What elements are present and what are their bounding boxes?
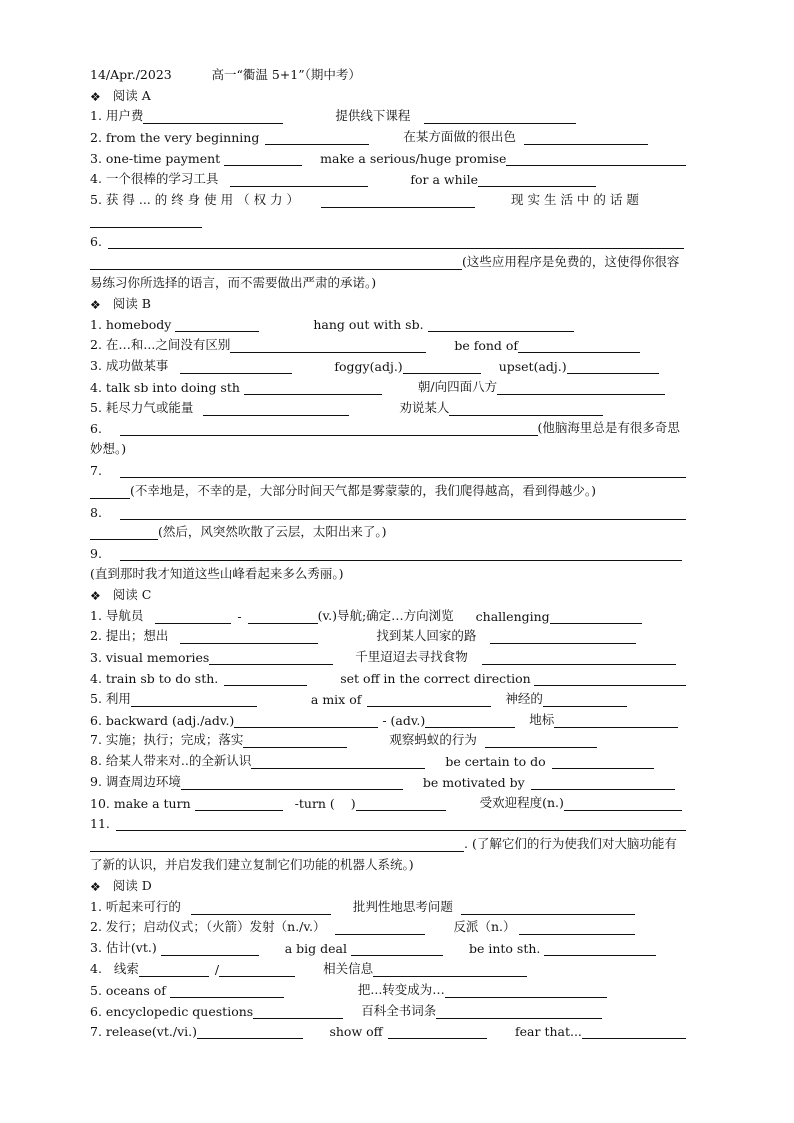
term: 5. oceans of (90, 982, 166, 998)
sentence-row (90, 228, 686, 249)
term: / (214, 962, 220, 978)
sentence-row (90, 520, 686, 541)
sentence-row (90, 831, 686, 852)
translation-hint: (他脑海里总是有很多奇思 (537, 420, 680, 436)
term: 千里迢迢去寻找食物 (355, 649, 468, 665)
answer-blank[interactable] (265, 131, 369, 145)
term: - (adv.) (382, 712, 426, 728)
answer-blank[interactable] (582, 1025, 686, 1039)
vocab-row (90, 353, 686, 374)
answer-blank[interactable] (230, 173, 368, 187)
answer-blank[interactable] (120, 506, 686, 520)
answer-blank[interactable] (180, 360, 292, 374)
item-number: 6. (90, 421, 102, 437)
diamond-bullet-icon: ❖ (90, 879, 101, 894)
item-number: 8. (90, 504, 102, 520)
term: 批判性地思考问题 (352, 898, 453, 914)
answer-blank[interactable] (197, 1025, 303, 1039)
answer-blank[interactable] (478, 173, 596, 187)
answer-blank[interactable] (461, 901, 635, 915)
sentence-row (90, 478, 686, 499)
vocab-row (90, 374, 686, 395)
answer-blank[interactable] (367, 693, 491, 707)
answer-blank[interactable] (524, 131, 648, 145)
header-row (90, 62, 686, 83)
answer-blank[interactable] (155, 610, 231, 624)
answer-blank[interactable] (143, 110, 283, 124)
answer-blank[interactable] (403, 360, 481, 374)
answer-blank[interactable] (230, 339, 426, 353)
vocab-row (90, 998, 686, 1019)
term: 现 实 生 活 中 的 话 题 (511, 191, 639, 207)
term: show off (329, 1024, 383, 1040)
answer-blank[interactable] (191, 901, 331, 915)
answer-blank[interactable] (251, 755, 425, 769)
term: be motivated by (422, 774, 525, 790)
term: 1. 用户费 (90, 108, 144, 124)
term: (v.)导航;确定…方向浏览 (317, 607, 454, 623)
term: 反派（n.） (453, 919, 516, 935)
term: be into sth. (468, 941, 541, 957)
vocab-row (90, 104, 686, 125)
section-label: 阅读 D (112, 877, 152, 893)
vocab-row (90, 644, 686, 665)
term: 地标 (529, 711, 555, 727)
term: 1. 听起来可行的 (90, 898, 181, 914)
answer-blank[interactable] (543, 693, 627, 707)
vocab-row (90, 935, 686, 956)
answer-blank[interactable] (180, 630, 318, 644)
term: 相关信息 (323, 961, 374, 977)
section-c-heading (90, 582, 686, 603)
answer-blank[interactable] (248, 610, 318, 624)
vocab-row (90, 624, 686, 645)
term: 8. 给某人带来对..的全新认识 (90, 753, 252, 769)
answer-blank[interactable] (518, 339, 640, 353)
term: 1. 导航员 (90, 607, 144, 623)
term: 7. 实施；执行；完成；落实 (90, 732, 244, 748)
answer-blank[interactable] (161, 942, 259, 956)
term: 3. 估计(vt.) (90, 940, 157, 956)
diamond-bullet-icon: ❖ (90, 588, 101, 603)
vocab-row (90, 977, 686, 998)
answer-blank[interactable] (224, 152, 302, 166)
term: make a serious/huge promise (320, 150, 507, 166)
term: 劝说某人 (399, 399, 450, 415)
header-title: 14/Apr./2023 高一“衢温 5+1”（期中考） (90, 66, 361, 82)
translation-hint: . (了解它们的行为使我们对大脑功能有 (464, 836, 677, 852)
translation-hint: (这些应用程序是免费的，这使得你很容 (462, 253, 680, 269)
answer-blank[interactable] (554, 714, 678, 728)
answer-blank[interactable] (445, 984, 607, 998)
sentence-row (90, 499, 686, 520)
section-d-heading (90, 873, 686, 894)
answer-blank[interactable] (120, 547, 682, 561)
answer-blank[interactable] (224, 672, 307, 686)
term: 6. encyclopedic questions (90, 1003, 254, 1019)
term: for a while (410, 171, 479, 187)
term: 3. 成功做某事 (90, 357, 169, 373)
sentence-row (90, 561, 686, 582)
vocab-row (90, 1019, 686, 1040)
term: 4. train sb to do sth. (90, 670, 219, 686)
translation-hint: (不幸地是，不幸的是，大部分时间天气都是雾蒙蒙的，我们爬得越高，看到得越少。) (130, 482, 597, 498)
vocab-row (90, 332, 686, 353)
term: 百科全书词条 (361, 1002, 437, 1018)
vocab-row (90, 707, 686, 728)
term: 3. one-time payment (90, 150, 221, 166)
translation-continuation: 易练习你所选择的语言，而不需要做出严肃的承诺。) (90, 274, 377, 290)
diamond-bullet-icon: ❖ (90, 297, 101, 312)
translation-hint: (然后，风突然吹散了云层，太阳出来了。) (158, 524, 387, 540)
answer-blank[interactable] (170, 984, 284, 998)
answer-blank[interactable] (234, 714, 378, 728)
term: 朝/向四面八方 (417, 378, 498, 394)
diamond-bullet-icon: ❖ (90, 89, 101, 104)
answer-blank[interactable] (531, 776, 675, 790)
term: 4. 一个很棒的学习工具 (90, 170, 219, 186)
answer-blank[interactable] (120, 422, 538, 436)
vocab-row (90, 915, 686, 936)
sentence-row (90, 457, 686, 478)
term: hang out with sb. (313, 317, 424, 333)
vocab-row (90, 894, 686, 915)
vocab-row (90, 603, 686, 624)
term: 1. homebody (90, 317, 172, 333)
term: 找到某人回家的路 (376, 628, 477, 644)
answer-blank[interactable] (425, 714, 515, 728)
term: 2. 提出；想出 (90, 628, 169, 644)
term: 4. 线索 (90, 961, 139, 977)
vocab-row (90, 790, 686, 811)
answer-blank[interactable] (243, 734, 347, 748)
term: 在某方面做的很出色 (403, 129, 516, 145)
term: a big deal (284, 941, 347, 957)
sentence-row (90, 811, 686, 832)
answer-blank[interactable] (209, 651, 333, 665)
term: 6. backward (adj./adv.) (90, 712, 235, 728)
sentence-row (90, 540, 686, 561)
term: 9. 调查周边环境 (90, 773, 181, 789)
answer-blank[interactable] (449, 402, 603, 416)
term: set off in the correct direction (340, 670, 531, 686)
vocab-row (90, 208, 686, 229)
term: 神经的 (505, 690, 543, 706)
term: 7. release(vt./vi.) (90, 1024, 197, 1040)
term: be fond of (454, 338, 519, 354)
term: 受欢迎程度(n.) (479, 794, 564, 810)
section-a-heading (90, 83, 686, 104)
term: 5. 利用 (90, 690, 131, 706)
answer-blank[interactable] (436, 1005, 602, 1019)
answer-blank[interactable] (175, 318, 259, 332)
answer-blank[interactable] (544, 942, 656, 956)
sentence-row (90, 249, 686, 270)
term: 提供线下课程 (335, 108, 411, 124)
answer-blank[interactable] (567, 360, 659, 374)
term: 4. talk sb into doing sth (90, 379, 240, 395)
term: 3. visual memories (90, 650, 210, 666)
term: 把...转变成为… (357, 981, 445, 997)
answer-blank[interactable] (497, 381, 665, 395)
answer-blank[interactable] (506, 152, 686, 166)
term: challenging (475, 608, 550, 624)
vocab-row (90, 769, 686, 790)
term: 2. from the very beginning (90, 130, 260, 146)
answer-blank[interactable] (108, 235, 684, 249)
vocab-row (90, 728, 686, 749)
term: - (237, 608, 242, 624)
term: fear that... (515, 1024, 582, 1040)
answer-blank[interactable] (219, 963, 295, 977)
answer-blank[interactable] (131, 693, 257, 707)
term: 观察蚂蚁的行为 (389, 732, 477, 748)
section-b-heading (90, 291, 686, 312)
answer-blank[interactable] (90, 214, 202, 228)
translation-continuation: 妙想。) (90, 441, 127, 457)
term: be certain to do (445, 754, 546, 770)
term: 5. 耗尽力气或能量 (90, 399, 194, 415)
term: -turn ( ) (294, 795, 356, 811)
vocab-row (90, 166, 686, 187)
term: foggy(adj.) (334, 358, 403, 374)
answer-blank[interactable] (424, 110, 576, 124)
term: upset(adj.) (498, 358, 567, 374)
translation-hint: (直到那时我才知道这些山峰看起来多么秀丽。) (90, 565, 344, 581)
answer-blank[interactable] (351, 942, 443, 956)
answer-blank[interactable] (139, 963, 209, 977)
section-label: 阅读 A (112, 87, 151, 103)
term: 2. 发行；启动仪式；（火箭）发射（n./v.） (90, 919, 326, 935)
section-label: 阅读 B (112, 295, 151, 311)
answer-blank[interactable] (253, 1005, 343, 1019)
answer-blank[interactable] (90, 526, 158, 540)
answer-blank[interactable] (90, 838, 464, 852)
answer-blank[interactable] (373, 963, 527, 977)
section-label: 阅读 C (112, 586, 152, 602)
answer-blank[interactable] (564, 797, 682, 811)
item-number: 9. (90, 546, 102, 562)
sentence-row (90, 416, 686, 437)
vocab-row (90, 395, 686, 416)
term: 10. make a turn (90, 795, 191, 811)
answer-blank[interactable] (321, 194, 475, 208)
answer-blank[interactable] (116, 817, 686, 831)
answer-blank[interactable] (356, 797, 446, 811)
answer-blank[interactable] (485, 734, 597, 748)
vocab-row (90, 124, 686, 145)
item-number: 6. (90, 234, 102, 250)
vocab-row (90, 665, 686, 686)
answer-blank[interactable] (550, 610, 642, 624)
answer-blank[interactable] (428, 318, 574, 332)
answer-blank[interactable] (244, 381, 382, 395)
answer-blank[interactable] (519, 921, 635, 935)
answer-blank[interactable] (120, 464, 686, 478)
vocab-row (90, 145, 686, 166)
vocab-row (90, 187, 686, 208)
item-number: 7. (90, 462, 102, 478)
answer-blank[interactable] (552, 755, 654, 769)
item-number: 11. (90, 816, 110, 832)
translation-continuation: 了新的认识，并启发我们建立复制它们功能的机器人系统。) (90, 857, 414, 873)
answer-blank[interactable] (90, 485, 130, 499)
answer-blank[interactable] (534, 672, 686, 686)
term: 2. 在…和...之间没有区别 (90, 337, 231, 353)
answer-blank[interactable] (203, 402, 349, 416)
term: 5. 获 得 ... 的 终 身 使 用 （ 权 力 ） (90, 191, 300, 207)
answer-blank[interactable] (482, 651, 676, 665)
answer-blank[interactable] (388, 1025, 486, 1039)
vocab-row (90, 686, 686, 707)
vocab-row (90, 956, 686, 977)
vocab-row (90, 312, 686, 333)
answer-blank[interactable] (335, 921, 425, 935)
answer-blank[interactable] (90, 256, 462, 270)
answer-blank[interactable] (195, 797, 283, 811)
answer-blank[interactable] (181, 776, 403, 790)
term: a mix of (310, 691, 362, 707)
answer-blank[interactable] (490, 630, 636, 644)
worksheet (90, 62, 686, 1039)
vocab-row (90, 748, 686, 769)
